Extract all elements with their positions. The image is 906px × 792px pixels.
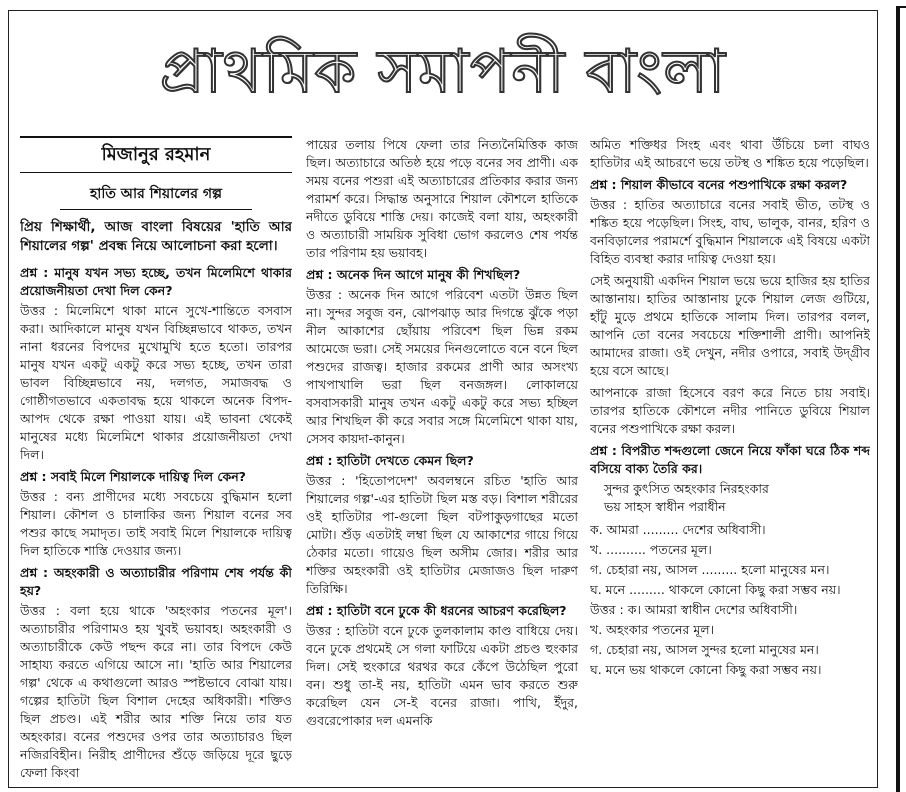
answer-part: আপনাকে রাজা হিসেবে বরণ করে নিতে চায় সবাই। তারপর হাতিকে কৌশলে নদীর পানিতে ডুবিয়ে শিয়াল বনের পশুপাখিকে রক্ষা করল।: [590, 385, 870, 436]
answer: উত্তর : বন্য প্রাণীদের মধ্যে সবচেয়ে বুদ্ধিমান হলো শিয়াল। কৌশল ও চালাকির জন্য শিয়াল বনের সব পশুর কাছে সমাদৃত। তাই সবাই মিলে শিয়ালকে দায়িত্ব দিল হাতিকে শাস্তি দেওয়ার জন্য।: [20, 489, 292, 558]
question: প্রশ্ন : বিপরীত শব্দগুলো জেনে নিয়ে ফাঁকা ঘরে ঠিক শব্দ বসিয়ে বাক্য তৈরি কর।: [590, 443, 870, 476]
answer: উত্তর : বলা হয়ে থাকে 'অহংকার পতনের মূল'। অত্যাচারীর পরিণামও হয় খুবই ভয়াবহ। অহংকারী ও অত্যাচারীকে কেউ পছন্দ করে না। তার বিপদে কেউ সাহায্য করতে এগিয়ে আসে না। 'হাতি আর শিয়ালের গল্প' থেকে এ কথাগুলো আরও স্পষ্টভাবে বোঝা যায়। গল্পের হাতিটা ছিল বিশাল দেহের অধিকারী। শক্তিও ছিল প্রচণ্ড। এই শরীর আর শক্তি নিয়ে তার যত অহংকার। বনের পশুদের ওপর তার অত্যাচারও ছিল নজিরবিহীন। নিরীহ প্রাণীদের শুঁড়ে জড়িয়ে দূরে ছুড়ে ফেলা কিংবা: [20, 603, 292, 780]
answer-line: খ. অহংকার পতনের মূল।: [590, 622, 715, 637]
answer: উত্তর : অনেক দিন আগে পরিবেশ এতটা উন্নত ছিল না। সুন্দর সবুজ বন, ঝোপঝাড় আর দিগন্তে ঝুঁকে পড়া নীল আকাশের ছোঁয়ায় পরিবেশ ছিল ভিন্ন রকম আমেজে ভরা। সেই সময়ের দিনগুলোতে বনে বনে ছিল পশুদের রাজত্ব। হাজার রকমের প্রাণী আর অসংখ্য পাখপাখালি ভরা ছিল বনজঙ্গল। লোকালয়ে বসবাসকারী মানুষ তখন একটু একটু করে সভ্য হচ্ছিল আর শিখছিল কী করে সবার সঙ্গে মিলেমিশে থাকা যায়, সেসব কায়দা-কানুন।: [306, 287, 578, 446]
page-edge-tick: [896, 6, 906, 8]
intro-text: প্রিয় শিক্ষার্থী, আজ বাংলা বিষয়ের 'হাতি আর শিয়ালের গল্প' প্রবন্ধ নিয়ে আলোচনা করা হলো।: [20, 219, 292, 254]
question: প্রশ্ন : অহংকারী ও অত্যাচারীর পরিণাম শেষ পর্যন্ত কী হয়?: [20, 565, 292, 598]
blank-line: খ. .......... পতনের মূল।: [590, 542, 712, 557]
question: প্রশ্ন : মানুষ যখন সভ্য হচ্ছে, তখন মিলেমিশে থাকার প্রয়োজনীয়তা দেখা দিল কেন?: [20, 265, 292, 298]
answer-continued: অমিত শক্তিধর সিংহ এবং থাবা উঁচিয়ে চলা বাঘও হাতিটার এই আচরণে ভয়ে তটস্থ ও শঙ্কিত হয়ে পড়েছিল।: [590, 137, 870, 170]
question: প্রশ্ন : সবাই মিলে শিয়ালকে দায়িত্ব দিল কেন?: [20, 469, 246, 484]
page-title: প্রাথমিক সমাপনী বাংলা: [159, 37, 727, 107]
answer-part: উত্তর : হাতির অত্যাচারে বনের সবাই ভীত, তটস্থ ও শঙ্কিত হয়ে পড়েছিল। সিংহ, বাঘ, ভালুক, বানর, হরিণ ও বনবিড়ালের পরামর্শে বুদ্ধিমান শিয়ালকে এই বিষয়ে একটা বিহিত ব্যবস্থা করার দায়িত্ব দেওয়া হয়।: [590, 197, 870, 266]
question: প্রশ্ন : অনেক দিন আগে মানুষ কী শিখছিল?: [306, 267, 521, 282]
word-line: ভয় সাহস স্বাধীন পরাধীন: [604, 499, 726, 514]
column-1: [20, 136, 292, 786]
word-list: [590, 480, 870, 516]
answer: উত্তর : হাতিটা বনে ঢুকে তুলকালাম কাণ্ড বাধিয়ে দেয়। বনে ঢুকে প্রথমেই সে গলা ফাটিয়ে একটা প্রচণ্ড হুংকার দিল। সেই হুংকারে থরথর করে কেঁপে উঠেছিল পুরো বন। শুধু তা-ই নয়, হাতিটা এমন ভাব করতে শুরু করেছিল যেন সে-ই বনের রাজা। পাখি, ইঁদুর, গুবরেপোকার দল এমনকি: [306, 623, 578, 728]
answer-part: সেই অনুযায়ী একদিন শিয়াল ভয়ে ভয়ে হাজির হয় হাতির আস্তানায়। হাতির আস্তানায় ঢুকে শিয়াল লেজ গুটিয়ে, হাঁটু মুড়ে প্রথমে হাতিকে সালাম দিল। তারপর বলল, আপনি তো বনের সবচেয়ে শক্তিশালী প্রাণী। আপনিই আমাদের রাজা। ওই দেখুন, নদীর ওপারে, সবাই উদ্গ্রীব হয়ে বসে আছে।: [590, 273, 870, 378]
answer-line: গ. চেহারা নয়, আসল সুন্দর হলো মানুষের মন।: [590, 642, 819, 657]
story-title: হাতি আর শিয়ালের গল্প: [60, 181, 252, 210]
column-3: [590, 136, 870, 680]
answer-line: উত্তর : ক। আমরা স্বাধীন দেশের অধিবাসী।: [590, 602, 798, 617]
answer: উত্তর : 'হিতোপদেশ' অবলম্বনে রচিত 'হাতি আর শিয়ালের গল্প'-এর হাতিটা ছিল মস্ত বড়। বিশাল শরীরের ওই হাতিটার পা-গুলো ছিল বটপাকুড়গাছের মতো মোটা। শুঁড় এতটাই লম্বা ছিল যে আকাশের গায়ে গিয়ে ঠেকার মতো। গায়েও ছিল অসীম জোর। শরীর আর শক্তির অহংকারী ওই হাতিটার মেজাজও ছিল দারুণ তিরিক্ষি।: [306, 473, 578, 596]
word-line: সুন্দর কুৎসিত অহংকার নিরহংকার: [604, 481, 769, 496]
fill-in-blanks: [590, 520, 870, 600]
page-edge-rule: [896, 6, 900, 792]
answer-continued: পায়ের তলায় পিষে ফেলা তার নিত্যনৈমিত্তিক কাজ ছিল। অত্যাচারে অতিষ্ঠ হয়ে পড়ে বনের সব প্রাণী। এক সময় বনের পশুরা এই অত্যাচারের প্রতিকার করার জন্য পরামর্শ করে। সিদ্ধান্ত অনুসারে শিয়াল কৌশলে হাতিকে নদীতে ডুবিয়ে শাস্তি দেয়। কাজেই বলা যায়, অহংকারী ও অত্যাচারী সাময়িক সুবিধা ভোগ করলেও শেষ পর্যন্ত তার পরিণাম হয় ভয়াবহ।: [306, 137, 578, 260]
question: প্রশ্ন : হাতিটা বনে ঢুকে কী ধরনের আচরণ করেছিল?: [306, 603, 567, 618]
blank-line: গ. চেহারা নয়, আসল ......... হলো মানুষের মন।: [590, 562, 830, 577]
column-2: [306, 136, 578, 734]
question: প্রশ্ন : হাতিটা দেখতে কেমন ছিল?: [306, 453, 474, 468]
blank-line: ক. আমরা ......... দেশের অধিবাসী।: [590, 522, 766, 537]
answer-list: [590, 600, 870, 680]
author-byline: মিজানুর রহমান: [20, 136, 292, 173]
answer-line: ঘ. মনে ভয় থাকলে কোনো কিছু করা সম্ভব নয়।: [590, 662, 822, 677]
blank-line: ঘ. মনে ......... থাকলে কোনো কিছু করা সম্ভব নয়।: [590, 582, 841, 597]
answer: উত্তর : মিলেমিশে থাকা মানে সুখে-শান্তিতে বসবাস করা। আদিকালে মানুষ যখন বিচ্ছিন্নভাবে থাকত, তখন নানা ধরনের বিপদের মুখোমুখি হতে হতো। তারপর মানুষ যখন একটু একটু করে সভ্য হচ্ছে, তখন তারা ভাবল বিচ্ছিন্নভাবে নয়, দলগত, সমাজবদ্ধ ও গোষ্ঠীগতভাবে একতাবদ্ধ হয়ে থাকলে অনেক বিপদ-আপদ থেকে রক্ষা পাওয়া যায়। এই ভাবনা থেকেই মানুষের মধ্যে মিলেমিশে থাকার প্রয়োজনীয়তা দেখা দিল।: [20, 303, 292, 462]
question: প্রশ্ন : শিয়াল কীভাবে বনের পশুপাখিকে রক্ষা করল?: [590, 177, 848, 192]
